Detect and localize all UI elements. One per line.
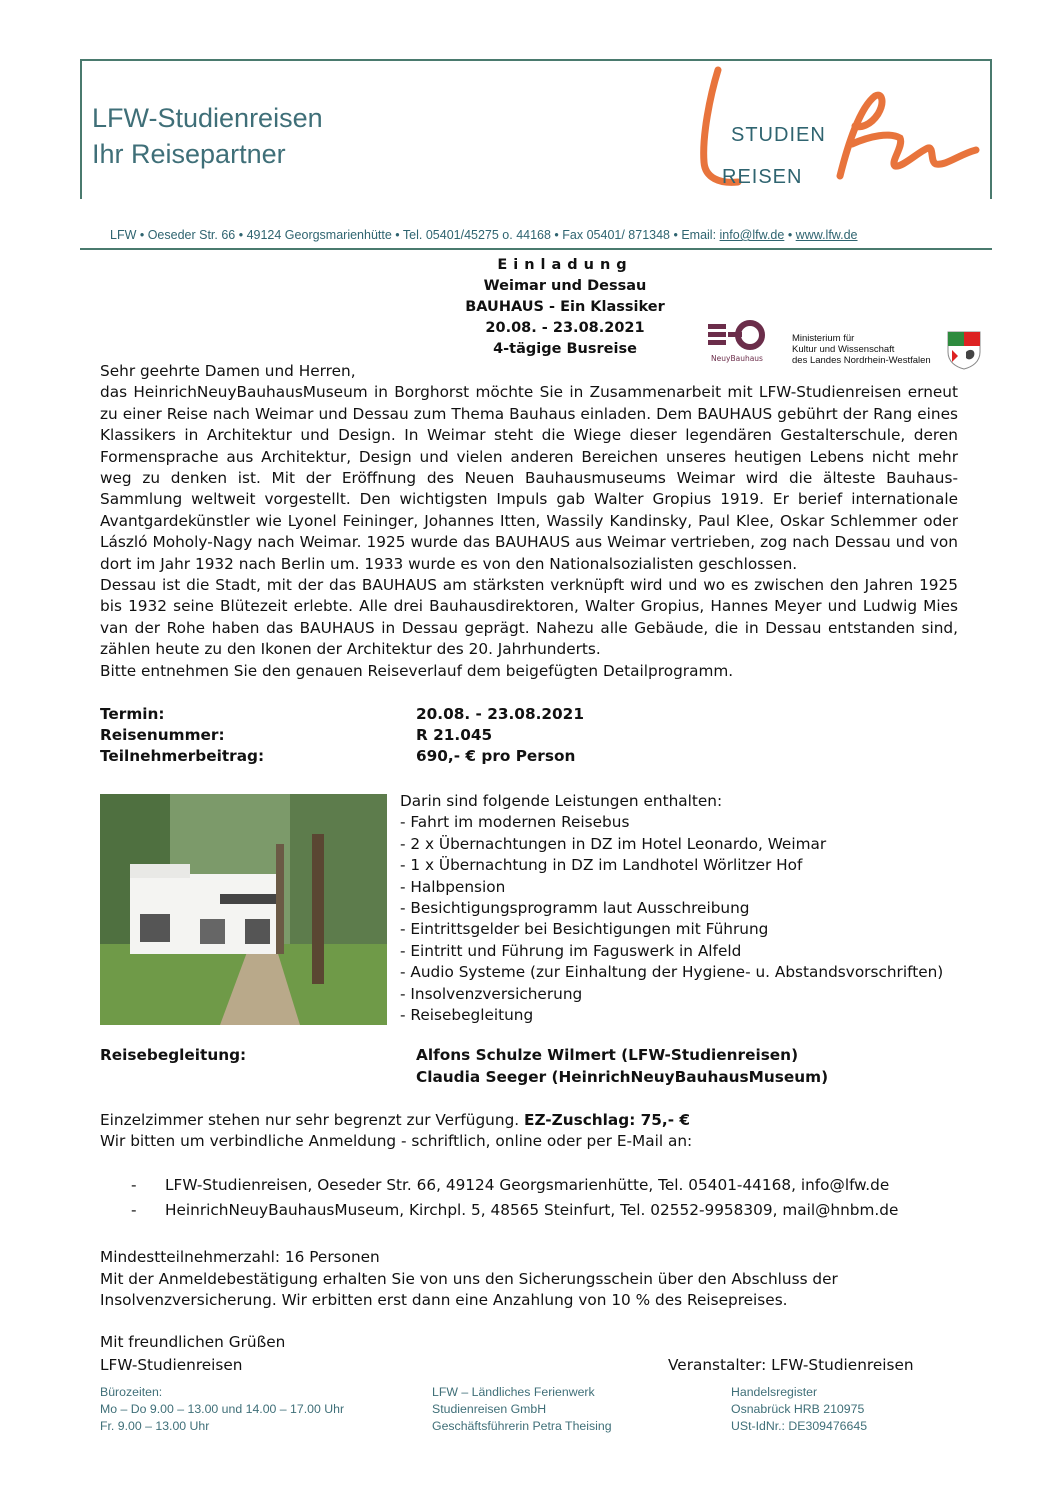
bauhaus-house-photo (100, 794, 387, 1025)
neuybauhaus-logo-icon (706, 320, 768, 350)
single-room-text: Einzelzimmer stehen nur sehr begrenzt zur Verfügung. (100, 1111, 525, 1129)
ministry-line-2: Kultur und Wissenschaft (792, 344, 895, 355)
closing-sender: LFW-Studienreisen (100, 1356, 243, 1374)
footer-office-hours-weekdays: Mo – Do 9.00 – 13.00 und 14.00 – 17.00 Uhr (100, 1402, 345, 1416)
title-destination: Weimar und Dessau (483, 278, 647, 294)
address-separator: • (784, 228, 796, 242)
organizer: Veranstalter: LFW-Studienreisen (668, 1356, 914, 1374)
header-border-left (80, 59, 82, 199)
guide-name-2: Claudia Seeger (HeinrichNeuyBauhausMuseum) (416, 1068, 829, 1086)
list-item: - Eintritt und Führung im Faguswerk in Alfeld (400, 941, 742, 960)
footer-company (432, 1384, 612, 1435)
termin-value: 20.08. - 23.08.2021 (416, 705, 584, 723)
footer-office-hours (100, 1384, 344, 1435)
registration-request: Wir bitten um verbindliche Anmeldung - schriftlich, online oder per E-Mail an: (100, 1132, 693, 1150)
header-border-bottom (80, 248, 992, 250)
footer-office-hours-friday: Fr. 9.00 – 13.00 Uhr (100, 1419, 210, 1433)
contact-bullet-2: - (131, 1201, 137, 1219)
salutation: Sehr geehrte Damen und Herren, (100, 362, 356, 380)
title-theme: BAUHAUS - Ein Klassiker (465, 299, 665, 315)
services-list (400, 791, 943, 1026)
company-tagline: Ihr Reisepartner (92, 139, 286, 169)
list-item: - Fahrt im modernen Reisebus (400, 813, 630, 832)
termin-label: Termin: (100, 705, 165, 723)
neuybauhaus-logo (706, 320, 768, 364)
footer-registry-title: Handelsregister (731, 1385, 818, 1399)
email-link[interactable]: info@lfw.de (719, 228, 785, 242)
title-trip-type: 4-tägige Busreise (493, 341, 637, 357)
footer-registry-vat: USt-IdNr.: DE309476645 (731, 1419, 868, 1433)
reisenummer-label: Reisenummer: (100, 726, 225, 744)
contact-museum: HeinrichNeuyBauhausMuseum, Kirchpl. 5, 48565 Steinfurt, Tel. 02552-9958309, mail@hnbm.de (165, 1201, 899, 1219)
neuybauhaus-label: NeuyBauhaus (711, 354, 763, 363)
header-border-top (80, 59, 992, 61)
title-einladung: Einladung (497, 257, 633, 273)
logo-word-reisen: REISEN (722, 166, 803, 188)
letter-paragraph-3: Bitte entnehmen Sie den genauen Reiseverlauf dem beigefügten Detailprogramm. (100, 661, 734, 680)
single-room-note (100, 1111, 690, 1129)
footer-registry-hrb: Osnabrück HRB 210975 (731, 1402, 865, 1416)
list-item: - 1 x Übernachtung in DZ im Landhotel Wörlitzer Hof (400, 856, 803, 875)
beitrag-label: Teilnehmerbeitrag: (100, 747, 265, 765)
list-item: - Insolvenzversicherung (400, 984, 583, 1003)
logo-word-studien: STUDIEN (731, 124, 826, 146)
footer-company-ceo: Geschäftsführerin Petra Theising (432, 1419, 612, 1433)
guide-name-1: Alfons Schulze Wilmert (LFW-Studienreisen) (416, 1046, 799, 1064)
letter-paragraph-1: das HeinrichNeuyBauhausMuseum in Borghorst möchte Sie in Zusammenarbeit mit LFW-Studienreisen erneut zu einer Reise nach Weimar und Dessau zum Thema Bauhaus einladen. Dem BAUHAUS gebührt der Rang eines Klassikers in Architektur und Design. In Weimar steht die Wiege dieser legendären Gestalterschule, deren Formensprache aus Architektur, Design und vielen anderen Bereichen unseres heutigen Lebens nicht mehr weg zu denken ist. Mit der Eröffnung des Neuen Bauhausmuseums Weimar wird die älteste Bauhaus-Sammlung weltweit vorgestellt. Den wichtigsten Impuls gab Walter Gropius 1919. Er berief internationale Avantgardekünstler wie Lyonel Feininger, Johannes Itten, Wassily Kandinsky, Paul Klee, Oskar Schlemmer oder László Moholy-Nagy nach Weimar. 1925 wurde das BAUHAUS aus Weimar vertrieben, zog nach Dessau und von dort im Jahr 1932 nach Berlin um. 1933 wurde es von den Nationalsozialisten geschlossen. (100, 383, 958, 573)
letter-paragraph-2: Dessau ist die Stadt, mit der das BAUHAUS am stärksten verknüpft wird und wo es zwischen den Jahren 1925 bis 1932 seine Blütezeit erlebte. Alle drei Bauhausdirektoren, Walter Gropius, Hannes Meyer und Ludwig Mies van der Rohe haben das BAUHAUS in Dessau geprägt. Nahezu alle Gebäude, die in Dessau entstanden sind, zählen heute zu den Ikonen der Architektur des 20. Jahrhunderts. (100, 576, 958, 659)
min-participants: Mindestteilnehmerzahl: 16 Personen (100, 1248, 380, 1266)
services-intro: Darin sind folgende Leistungen enthalten: (400, 792, 723, 810)
ministry-line-1: Ministerium für (792, 333, 855, 344)
web-link[interactable]: www.lfw.de (795, 228, 858, 242)
closing-greeting: Mit freundlichen Grüßen (100, 1333, 286, 1351)
confirmation-note: Mit der Anmeldebestätigung erhalten Sie von uns den Sicherungsschein über den Abschluss der Insolvenzversicherung. Wir erbitten erst dann eine Anzahlung von 10 % des Reisepreises. (100, 1270, 838, 1310)
list-item: - Eintrittsgelder bei Besichtigungen mit Führung (400, 920, 769, 939)
reisenummer-value: R 21.045 (416, 726, 493, 744)
list-item: - Halbpension (400, 877, 506, 896)
company-name: LFW-Studienreisen (92, 103, 323, 133)
header-border-right (990, 59, 992, 199)
list-item: - Besichtigungsprogramm laut Ausschreibung (400, 899, 750, 918)
beitrag-value: 690,- € pro Person (416, 747, 576, 765)
letter-body (100, 361, 958, 682)
footer-office-hours-title: Bürozeiten: (100, 1385, 163, 1399)
footer-company-name: LFW – Ländliches Ferienwerk (432, 1385, 595, 1399)
address-line (110, 228, 858, 242)
list-item: - 2 x Übernachtungen in DZ im Hotel Leonardo, Weimar (400, 834, 827, 853)
footer-company-legal: Studienreisen GmbH (432, 1402, 547, 1416)
contact-bullet-1: - (131, 1176, 137, 1194)
address-text: LFW • Oeseder Str. 66 • 49124 Georgsmarienhütte • Tel. 05401/45275 o. 44168 • Fax 05401/ 871348 • Email: (110, 228, 720, 242)
title-dates: 20.08. - 23.08.2021 (485, 320, 645, 336)
guide-label: Reisebegleitung: (100, 1046, 247, 1064)
bauhaus-house-photo-image (100, 794, 387, 1025)
list-item: - Audio Systeme (zur Einhaltung der Hygiene- u. Abstandsvorschriften) (400, 963, 944, 982)
single-room-surcharge: EZ-Zuschlag: 75,- € (524, 1111, 691, 1129)
ministry-line-3: des Landes Nordrhein-Westfalen (792, 355, 931, 366)
footer-registry (731, 1384, 867, 1435)
list-item: - Reisebegleitung (400, 1006, 534, 1025)
contact-lfw: LFW-Studienreisen, Oeseder Str. 66, 49124 Georgsmarienhütte, Tel. 05401-44168, info@lfw.de (165, 1176, 890, 1194)
